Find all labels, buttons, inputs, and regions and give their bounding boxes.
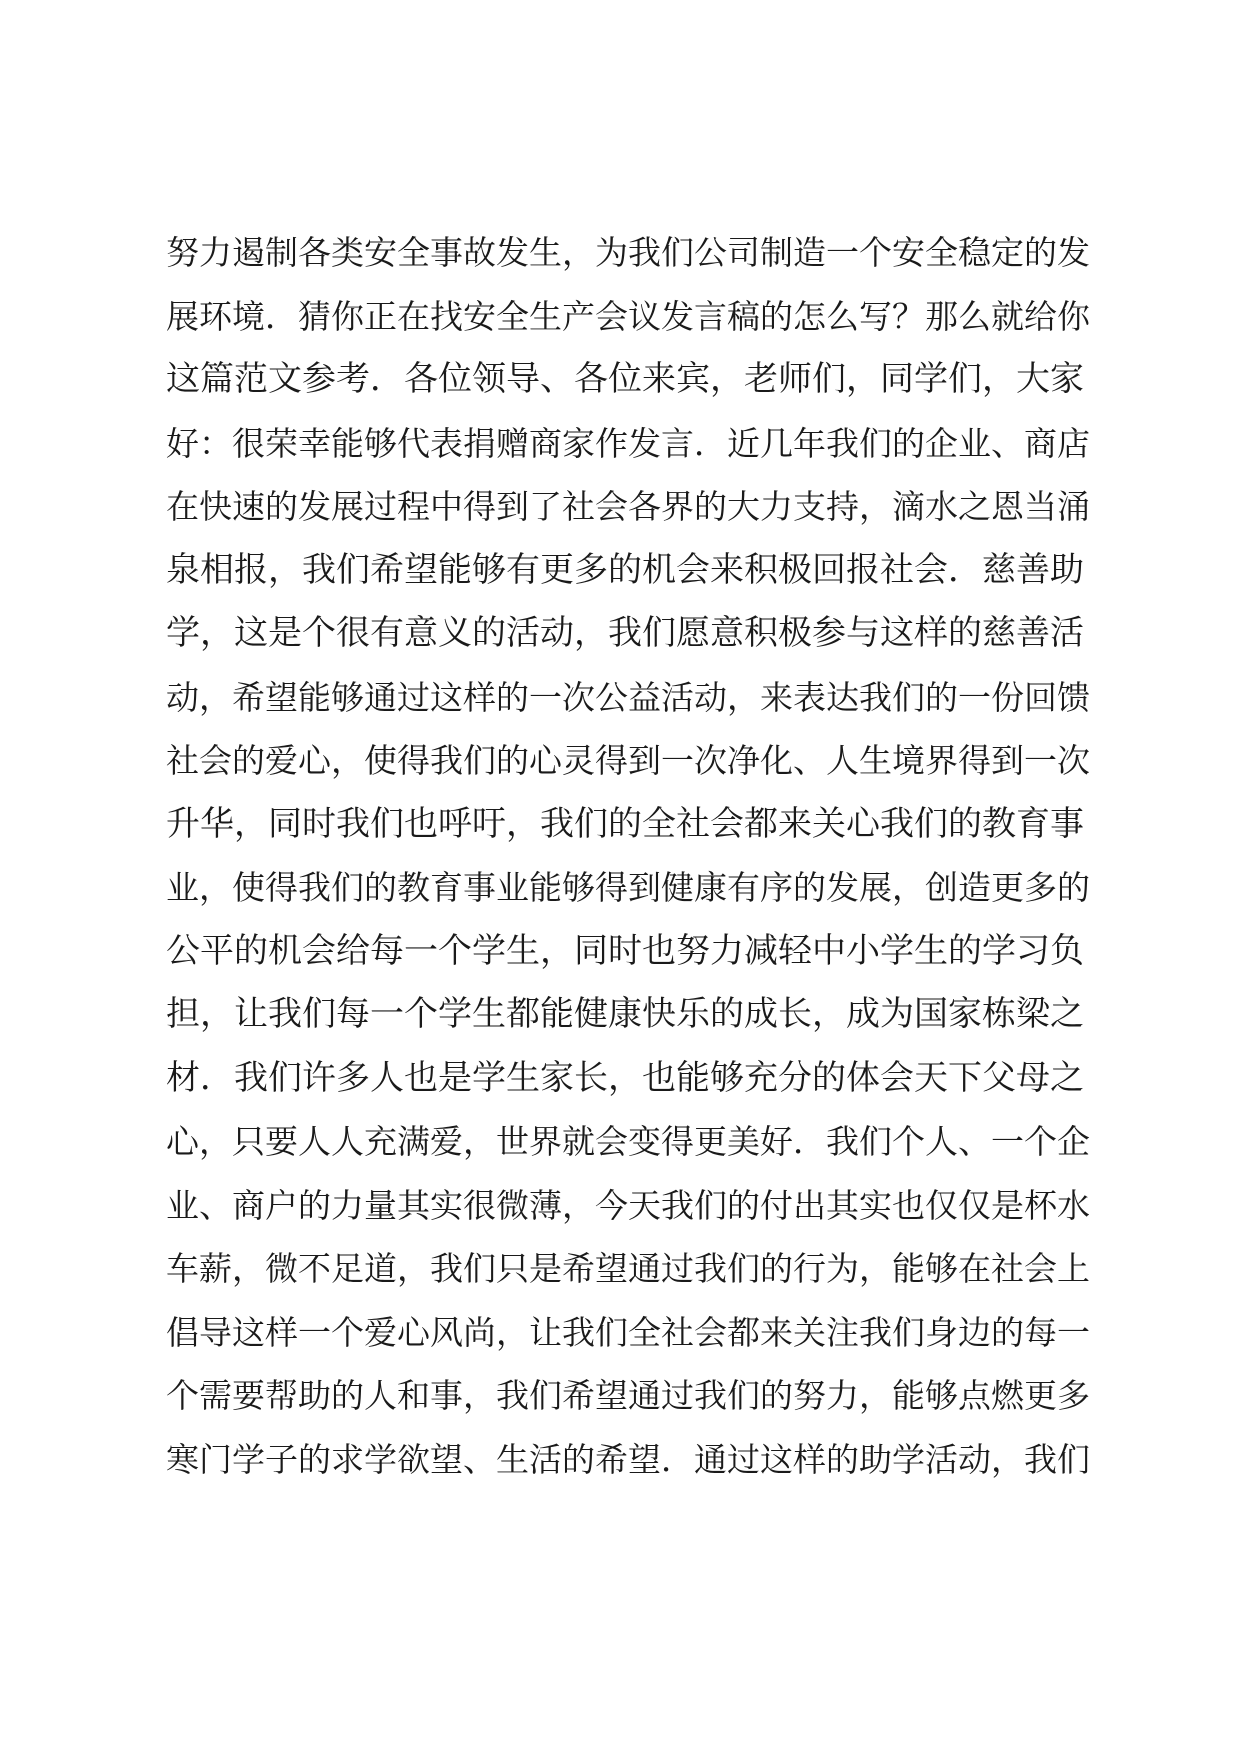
text-line-2: 展环境．猜你正在找安全生产会议发言稿的怎么写？那么就给你: [166, 296, 1090, 336]
text-line-1: 努力遏制各类安全事故发生，为我们公司制造一个安全稳定的发: [166, 233, 1090, 272]
text-line-19: 个需要帮助的人和事，我们希望通过我们的努力，能够点燃更多: [166, 1376, 1090, 1415]
text-line-11: 业，使得我们的教育事业能够得到健康有序的发展，创造更多的: [166, 868, 1090, 907]
text-line-15: 心，只要人人充满爱，世界就会变得更美好．我们个人、一个企: [166, 1122, 1090, 1161]
text-line-9: 社会的爱心，使得我们的心灵得到一次净化、人生境界得到一次: [166, 741, 1090, 780]
text-line-4: 好：很荣幸能够代表捐赠商家作发言．近几年我们的企业、商店: [166, 423, 1090, 463]
text-line-3: 这篇范文参考．各位领导、各位来宾，老师们，同学们，大家: [166, 359, 1084, 399]
text-line-18: 倡导这样一个爱心风尚，让我们全社会都来关注我们身边的每一: [166, 1312, 1090, 1352]
body-text: [166, 221, 1096, 1491]
text-line-20: 寒门学子的求学欲望、生活的希望．通过这样的助学活动，我们: [166, 1439, 1090, 1479]
text-line-14: 材．我们许多人也是学生家长，也能够充分的体会天下父母之: [166, 1057, 1084, 1098]
text-line-12: 公平的机会给每一个学生，同时也努力减轻中小学生的学习负: [166, 930, 1084, 971]
text-line-6: 泉相报，我们希望能够有更多的机会来积极回报社会．慈善助: [166, 549, 1084, 590]
text-line-5: 在快速的发展过程中得到了社会各界的大力支持，滴水之恩当涌: [166, 487, 1090, 526]
text-line-7: 学，这是个很有意义的活动，我们愿意积极参与这样的慈善活: [166, 613, 1084, 653]
text-line-10: 升华，同时我们也呼吁，我们的全社会都来关心我们的教育事: [166, 803, 1084, 844]
text-line-8: 动，希望能够通过这样的一次公益活动，来表达我们的一份回馈: [166, 677, 1090, 717]
text-line-17: 车薪，微不足道，我们只是希望通过我们的行为，能够在社会上: [166, 1249, 1090, 1288]
text-line-13: 担，让我们每一个学生都能健康快乐的成长，成为国家栋梁之: [166, 994, 1084, 1034]
text-line-16: 业、商户的力量其实很微薄，今天我们的付出其实也仅仅是杯水: [166, 1185, 1090, 1225]
